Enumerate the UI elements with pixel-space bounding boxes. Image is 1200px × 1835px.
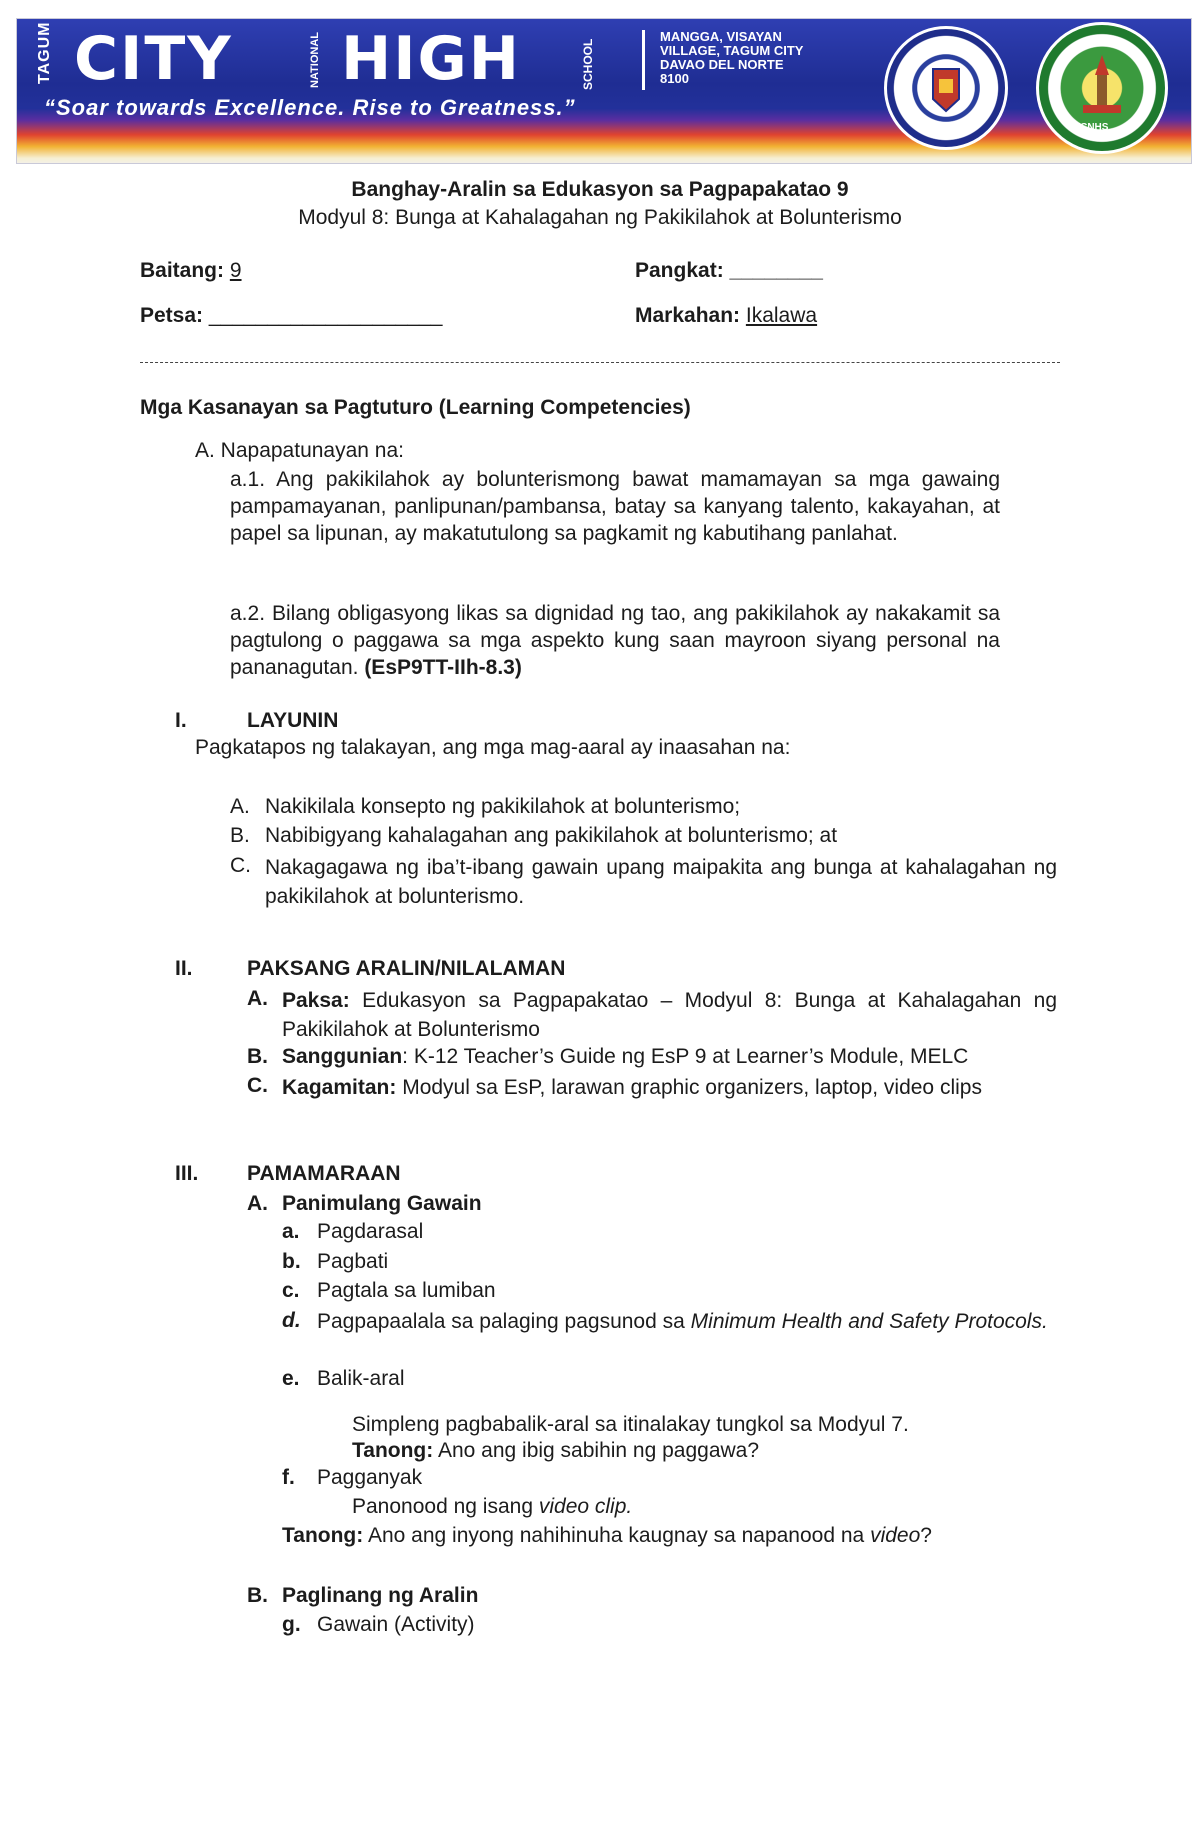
competency-a2-code: (EsP9TT-IIh-8.3) — [364, 656, 522, 679]
sanggunian-letter: B. — [247, 1045, 268, 1068]
paglinang-letter: B. — [247, 1584, 268, 1607]
petsa-label: Petsa: — [140, 304, 204, 327]
question-text: Ano ang inyong nahihinuha kaugnay sa napanood na — [367, 1524, 865, 1547]
layunin-item-text: Nakagagawa ng iba’t-ibang gawain upang maipakita ang bunga at kahalagahan ng pakikilahok at bolunterismo. — [265, 856, 1057, 908]
paksa-label: Paksa: — [282, 989, 350, 1012]
competency-a2-text: a.2. Bilang obligasyong likas sa dignidad ng tao, ang pakikilahok ay nakakamit sa pagtulong o paggawa sa mga aspekto kung saan mayroon siyang personal na pananagutan. — [230, 602, 1000, 679]
layunin-item-letter: C. — [230, 854, 251, 877]
step-text: Pagtala sa lumiban — [317, 1279, 496, 1302]
pagganyak-description — [352, 1494, 632, 1520]
question-text: Ano ang ibig sabihin ng paggawa? — [437, 1439, 760, 1462]
step-f-text: Pagganyak — [317, 1466, 423, 1489]
competency-a-label: A. Napapatunayan na: — [195, 439, 404, 462]
step-d-italic: Minimum Health and Safety Protocols. — [690, 1310, 1048, 1333]
competency-a2 — [230, 600, 1000, 681]
baitang-field — [140, 258, 242, 284]
step-d-plain: Pagpapaalala sa palaging pagsunod sa — [317, 1310, 685, 1333]
school-header-banner — [16, 18, 1192, 164]
kagamitan-letter: C. — [247, 1074, 268, 1097]
deped-seal-icon — [884, 26, 1008, 150]
pagganyak-desc-italic: video clip. — [538, 1495, 633, 1518]
step-d-text — [317, 1308, 1057, 1336]
step-letter: g. — [282, 1613, 301, 1636]
balik-aral-description: Simpleng pagbabalik-aral sa itinalakay tungkol sa Modyul 7. — [352, 1413, 909, 1436]
kagamitan-text: Modyul sa EsP, larawan graphic organizers, laptop, video clips — [402, 1076, 982, 1099]
balik-aral-question — [352, 1438, 759, 1464]
competencies-heading: Mga Kasanayan sa Pagtuturo (Learning Competencies) — [140, 396, 691, 419]
sanggunian-label: Sanggunian — [282, 1045, 403, 1068]
markahan-label: Markahan: — [635, 304, 741, 327]
step-text: Pagdarasal — [317, 1220, 424, 1243]
competency-a1: a.1. Ang pakikilahok ay bolunterismong bawat mamamayan sa mga gawaing pampamayanan, panlipunan/pambansa, batay sa kanyang talento, kakayahan, at papel sa lipunan, ay makatutulong sa pagkamit ng kabutihang panlahat. — [230, 468, 1000, 545]
panimulang-letter: A. — [247, 1192, 268, 1215]
paksang-number: II. — [175, 957, 193, 980]
layunin-intro: Pagkatapos ng talakayan, ang mga mag-aaral ay inaasahan na: — [195, 736, 791, 759]
step-letter: c. — [282, 1279, 300, 1302]
tcnhs-seal-icon — [1036, 22, 1168, 154]
paksa-letter: A. — [247, 987, 268, 1010]
step-text: Pagbati — [317, 1250, 389, 1273]
baitang-label: Baitang: — [140, 259, 224, 282]
layunin-item-text: Nabibigyang kahalagahan ang pakikilahok at bolunterismo; at — [265, 824, 838, 847]
step-g-text: Gawain (Activity) — [317, 1613, 475, 1636]
doc-title: Banghay-Aralin sa Edukasyon sa Pagpapakatao 9 — [351, 178, 849, 201]
pangkat-value: ________ — [729, 259, 823, 282]
pangkat-label: Pangkat: — [635, 259, 724, 282]
panimulang-heading: Panimulang Gawain — [282, 1192, 482, 1215]
pagganyak-question — [282, 1523, 932, 1549]
pagganyak-desc-plain: Panonood ng isang — [352, 1495, 533, 1518]
petsa-value: ____________________ — [208, 304, 443, 327]
question-end: ? — [920, 1524, 932, 1547]
banner-school-text: SCHOOL — [581, 38, 595, 90]
pamamaraan-number: III. — [175, 1162, 199, 1185]
step-letter: a. — [282, 1220, 300, 1243]
sanggunian-item — [282, 1044, 968, 1070]
kagamitan-item — [282, 1073, 1057, 1102]
paksa-item — [282, 986, 1057, 1044]
pamamaraan-heading: PAMAMARAAN — [247, 1162, 401, 1185]
banner-address: MANGGA, VISAYAN VILLAGE, TAGUM CITY DAVAO DEL NORTE 8100 — [660, 29, 804, 86]
dashed-divider — [140, 362, 1060, 363]
paksa-text: Edukasyon sa Pagpapakatao – Modyul 8: Bunga at Kahalagahan ng Pakikilahok at Bolunterismo — [282, 989, 1057, 1041]
petsa-field — [140, 303, 442, 329]
layunin-heading: LAYUNIN — [247, 709, 339, 732]
markahan-value: Ikalawa — [745, 304, 818, 327]
pangkat-field — [635, 258, 823, 284]
banner-tagum-text: TAGUM — [36, 21, 53, 84]
banner-city-text: CITY — [74, 24, 233, 94]
step-letter: e. — [282, 1367, 300, 1390]
layunin-number: I. — [175, 709, 187, 732]
step-letter: f. — [282, 1466, 295, 1489]
layunin-item-letter: A. — [230, 795, 250, 818]
tcnhs-seal-caption: TCNHS — [1074, 122, 1109, 133]
markahan-field — [635, 303, 817, 329]
step-e-text: Balik-aral — [317, 1367, 405, 1390]
paglinang-heading: Paglinang ng Aralin — [282, 1584, 479, 1607]
sanggunian-text: : K-12 Teacher’s Guide ng EsP 9 at Learner’s Module, MELC — [402, 1045, 969, 1068]
banner-divider — [642, 30, 645, 90]
question-label: Tanong: — [352, 1439, 434, 1462]
paksang-heading: PAKSANG ARALIN/NILALAMAN — [247, 957, 566, 980]
layunin-item-text: Nakikilala konsepto ng pakikilahok at bolunterismo; — [265, 795, 741, 818]
question-label: Tanong: — [282, 1524, 364, 1547]
banner-national-text: NATIONAL — [309, 31, 321, 88]
step-letter: d. — [282, 1309, 301, 1332]
layunin-item-letter: B. — [230, 824, 250, 847]
banner-motto: “Soar towards Excellence. Rise to Greatness.” — [44, 95, 576, 120]
step-letter: b. — [282, 1250, 301, 1273]
banner-high-text: HIGH — [341, 24, 522, 94]
doc-subtitle: Modyul 8: Bunga at Kahalagahan ng Pakikilahok at Bolunterismo — [298, 206, 902, 229]
baitang-value: 9 — [229, 259, 242, 282]
kagamitan-label: Kagamitan: — [282, 1076, 397, 1099]
question-italic: video — [870, 1524, 921, 1547]
